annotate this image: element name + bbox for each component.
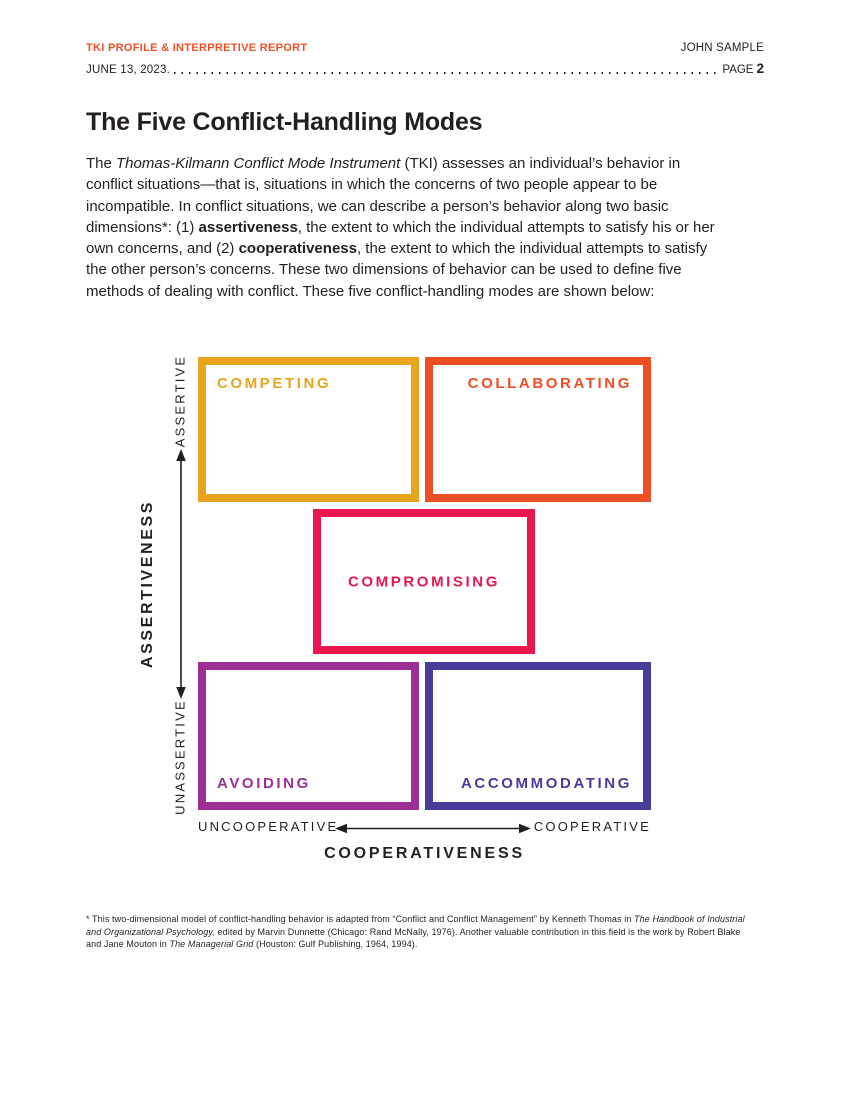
cooperativeness-axis-title: COOPERATIVENESS [324,845,525,862]
intro-seg-assertiveness: assertiveness [198,218,298,236]
cooperative-axis-label: COOPERATIVE [533,819,651,834]
page-number: 2 [756,61,764,76]
footnote-seg-0: * This two-dimensional model of conflict-handling behavior is adapted from “Conflict and Conflict Management” by Kenneth Thomas in [86,914,635,924]
dot-leader [174,72,718,74]
page-header [86,42,764,76]
compromising-box [313,509,535,654]
avoiding-label: AVOIDING [217,775,311,792]
accommodating-label: ACCOMMODATING [460,775,632,792]
intro-paragraph [86,153,726,302]
footnote [86,913,754,951]
intro-seg-0: The [86,155,117,172]
recipient-name: JOHN SAMPLE [680,42,764,54]
header-row-2 [86,61,764,76]
report-title: TKI PROFILE & INTERPRETIVE REPORT [86,42,308,54]
competing-label: COMPETING [217,375,332,392]
unassertive-axis-label: UNASSERTIVE [172,699,188,815]
competing-box [198,357,419,502]
vertical-axis-arrow-icon [173,448,189,700]
avoiding-box [198,662,419,810]
collaborating-box [425,357,651,502]
report-date: JUNE 13, 2023. [86,64,170,76]
uncooperative-axis-label: UNCOOPERATIVE [198,819,339,834]
footnote-seg-2: edited by Marvin Dunnette (Chicago: Rand McNally, 1976). Another valuable contribution in this field is the work by Robert Blake and Jane Mouton in [86,926,741,950]
assertiveness-axis-title: ASSERTIVENESS [139,499,156,669]
header-row-1 [86,42,764,54]
intro-seg-cooperativeness: cooperativeness [238,240,357,258]
conflict-modes-diagram [0,340,850,885]
assertive-axis-label: ASSERTIVE [172,354,188,448]
compromising-label: COMPROMISING [347,573,501,590]
footnote-seg-4: (Houston: Gulf Publishing, 1964, 1994). [253,939,418,950]
intro-seg-6: , the extent to which the individual attempts to satisfy the other person’s concerns. These two dimensions of behavior can be used to define five methods of dealing with conflict. These five conflict-handling modes are shown below: [86,240,708,300]
page-indicator [722,61,764,76]
footnote-seg-book2: The Managerial Grid [169,939,254,950]
collaborating-label: COLLABORATING [467,375,632,392]
accommodating-box [425,662,651,810]
page-title: The Five Conflict-Handling Modes [86,108,483,136]
page-label: PAGE [722,64,754,76]
footnote-seg-book1: The Handbook of Industrial and Organizational Psychology, [86,914,745,937]
intro-seg-2: (TKI) assesses an individual’s behavior in conflict situations—that is, situations in which the concerns of two people appear to be incompatible. In conflict situations, we can describe a person’s behavior along two basic dimensions*: (1) [86,155,681,236]
intro-seg-4: , the extent to which the individual attempts to satisfy his or her own concerns, and (2) [86,218,715,258]
intro-seg-instrument-name: Thomas-Kilmann Conflict Mode Instrument [116,155,401,172]
horizontal-axis-arrow-icon [334,821,532,836]
